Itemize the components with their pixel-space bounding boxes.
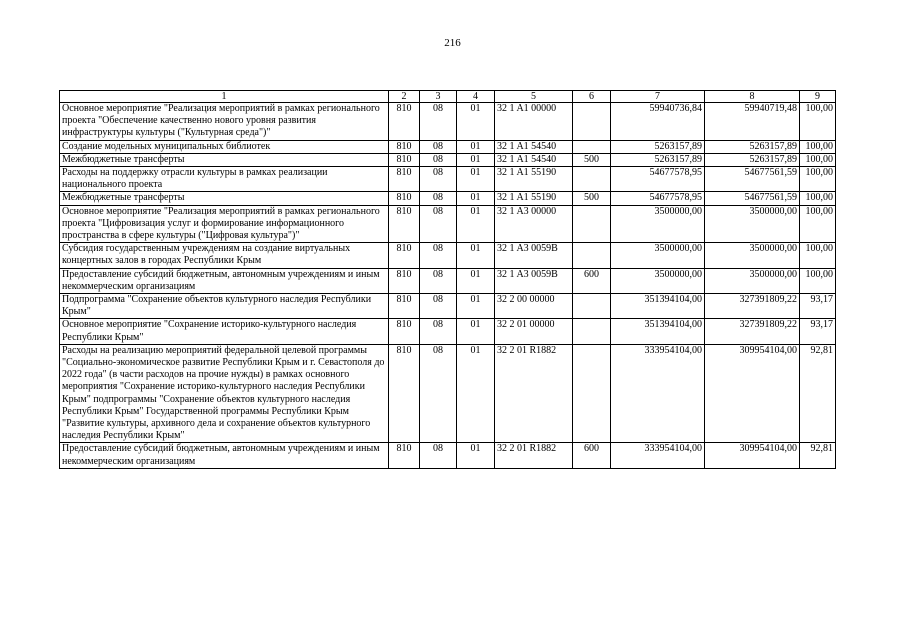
code-section-cell: 08: [420, 153, 457, 166]
code-section-cell: 08: [420, 192, 457, 205]
header-cell: 4: [457, 91, 495, 103]
table-row: [60, 205, 836, 243]
percent-executed-cell: 93,17: [800, 319, 836, 344]
code-section-cell: 08: [420, 140, 457, 153]
table-row: [60, 268, 836, 293]
row-name-cell: Предоставление субсидий бюджетным, автономным учреждениям и иным некоммерческим организациям: [60, 268, 389, 293]
header-cell: 8: [705, 91, 800, 103]
code-subsection-cell: 01: [457, 140, 495, 153]
code-subsection-cell: 01: [457, 243, 495, 268]
code-subsection-cell: 01: [457, 344, 495, 443]
table-row: [60, 192, 836, 205]
code-admin-cell: 810: [389, 140, 420, 153]
code-section-cell: 08: [420, 268, 457, 293]
row-name-cell: Основное мероприятие "Сохранение историко-культурного наследия Республики Крым": [60, 319, 389, 344]
code-section-cell: 08: [420, 167, 457, 192]
code-expense-type-cell: 500: [573, 192, 611, 205]
row-name-cell: Основное мероприятие "Реализация мероприятий в рамках регионального проекта "Обеспечение качественно нового уровня развития инфраструктуры культуры ("Культурная среда")": [60, 103, 389, 141]
amount-planned-cell: 3500000,00: [611, 243, 705, 268]
code-admin-cell: 810: [389, 103, 420, 141]
table-row: [60, 344, 836, 443]
code-expense-type-cell: [573, 243, 611, 268]
code-target-cell: 32 2 01 R1882: [495, 443, 573, 468]
percent-executed-cell: 92,81: [800, 344, 836, 443]
amount-executed-cell: 5263157,89: [705, 140, 800, 153]
code-admin-cell: 810: [389, 192, 420, 205]
header-cell: 6: [573, 91, 611, 103]
code-target-cell: 32 2 01 00000: [495, 319, 573, 344]
row-name-cell: Субсидия государственным учреждениям на создание виртуальных концертных залов в городах Республики Крым: [60, 243, 389, 268]
code-target-cell: 32 1 A3 0059B: [495, 268, 573, 293]
code-expense-type-cell: 500: [573, 153, 611, 166]
page-number: 216: [444, 37, 461, 49]
amount-planned-cell: 351394104,00: [611, 319, 705, 344]
table-row: [60, 294, 836, 319]
percent-executed-cell: 100,00: [800, 167, 836, 192]
code-admin-cell: 810: [389, 153, 420, 166]
code-admin-cell: 810: [389, 243, 420, 268]
code-subsection-cell: 01: [457, 294, 495, 319]
code-target-cell: 32 1 A1 55190: [495, 167, 573, 192]
code-admin-cell: 810: [389, 205, 420, 243]
code-admin-cell: 810: [389, 268, 420, 293]
code-section-cell: 08: [420, 205, 457, 243]
amount-executed-cell: 59940719,48: [705, 103, 800, 141]
budget-table: [59, 90, 836, 469]
table-body: [60, 103, 836, 469]
code-target-cell: 32 1 A1 55190: [495, 192, 573, 205]
amount-planned-cell: 333954104,00: [611, 443, 705, 468]
code-section-cell: 08: [420, 103, 457, 141]
amount-planned-cell: 54677578,95: [611, 167, 705, 192]
table-row: [60, 319, 836, 344]
code-admin-cell: 810: [389, 443, 420, 468]
amount-planned-cell: 351394104,00: [611, 294, 705, 319]
code-target-cell: 32 2 01 R1882: [495, 344, 573, 443]
header-cell: 2: [389, 91, 420, 103]
code-expense-type-cell: 600: [573, 268, 611, 293]
row-name-cell: Расходы на поддержку отрасли культуры в рамках реализации национального проекта: [60, 167, 389, 192]
table-row: [60, 103, 836, 141]
code-target-cell: 32 1 A1 54540: [495, 140, 573, 153]
percent-executed-cell: 100,00: [800, 140, 836, 153]
amount-executed-cell: 309954104,00: [705, 443, 800, 468]
amount-planned-cell: 54677578,95: [611, 192, 705, 205]
row-name-cell: Создание модельных муниципальных библиотек: [60, 140, 389, 153]
code-expense-type-cell: [573, 167, 611, 192]
code-expense-type-cell: [573, 140, 611, 153]
code-subsection-cell: 01: [457, 167, 495, 192]
code-subsection-cell: 01: [457, 443, 495, 468]
code-target-cell: 32 1 A3 00000: [495, 205, 573, 243]
amount-executed-cell: 309954104,00: [705, 344, 800, 443]
percent-executed-cell: 100,00: [800, 243, 836, 268]
code-subsection-cell: 01: [457, 153, 495, 166]
code-expense-type-cell: [573, 205, 611, 243]
code-expense-type-cell: [573, 103, 611, 141]
header-cell: 1: [60, 91, 389, 103]
amount-executed-cell: 327391809,22: [705, 294, 800, 319]
code-section-cell: 08: [420, 243, 457, 268]
percent-executed-cell: 100,00: [800, 153, 836, 166]
code-section-cell: 08: [420, 294, 457, 319]
amount-executed-cell: 3500000,00: [705, 243, 800, 268]
header-row: [60, 91, 836, 103]
header-cell: 9: [800, 91, 836, 103]
code-subsection-cell: 01: [457, 268, 495, 293]
table-row: [60, 167, 836, 192]
amount-planned-cell: 5263157,89: [611, 140, 705, 153]
row-name-cell: Основное мероприятие "Реализация мероприятий в рамках регионального проекта "Цифровизация услуг и формирование информационного пространства в сфере культуры ("Цифровая культура")": [60, 205, 389, 243]
code-target-cell: 32 1 A1 00000: [495, 103, 573, 141]
percent-executed-cell: 93,17: [800, 294, 836, 319]
amount-planned-cell: 3500000,00: [611, 268, 705, 293]
header-cell: 5: [495, 91, 573, 103]
table-row: [60, 140, 836, 153]
header-cell: 7: [611, 91, 705, 103]
row-name-cell: Межбюджетные трансферты: [60, 192, 389, 205]
amount-planned-cell: 333954104,00: [611, 344, 705, 443]
percent-executed-cell: 100,00: [800, 103, 836, 141]
amount-executed-cell: 5263157,89: [705, 153, 800, 166]
amount-executed-cell: 54677561,59: [705, 167, 800, 192]
code-section-cell: 08: [420, 344, 457, 443]
percent-executed-cell: 100,00: [800, 192, 836, 205]
code-admin-cell: 810: [389, 344, 420, 443]
row-name-cell: Предоставление субсидий бюджетным, автономным учреждениям и иным некоммерческим организациям: [60, 443, 389, 468]
code-admin-cell: 810: [389, 167, 420, 192]
table-row: [60, 243, 836, 268]
code-expense-type-cell: [573, 319, 611, 344]
code-subsection-cell: 01: [457, 192, 495, 205]
code-expense-type-cell: [573, 294, 611, 319]
amount-planned-cell: 59940736,84: [611, 103, 705, 141]
code-section-cell: 08: [420, 443, 457, 468]
header-cell: 3: [420, 91, 457, 103]
amount-executed-cell: 3500000,00: [705, 268, 800, 293]
row-name-cell: Межбюджетные трансферты: [60, 153, 389, 166]
code-expense-type-cell: 600: [573, 443, 611, 468]
row-name-cell: Расходы на реализацию мероприятий федеральной целевой программы "Социально-экономическое развитие Республики Крым и г. Севастополя до 2022 года" (в части расходов на прочие нужды) в рамках основного мероприятия "Сохранение историко-культурного наследия Республики Крым" подпрограммы "Сохранение объектов культурного наследия Республики Крым" Государственной программы Республики Крым "Развитие культуры, архивного дела и сохранение объектов культурного наследия Республики Крым": [60, 344, 389, 443]
amount-executed-cell: 3500000,00: [705, 205, 800, 243]
code-section-cell: 08: [420, 319, 457, 344]
percent-executed-cell: 100,00: [800, 205, 836, 243]
code-target-cell: 32 1 A3 0059B: [495, 243, 573, 268]
amount-executed-cell: 54677561,59: [705, 192, 800, 205]
row-name-cell: Подпрограмма "Сохранение объектов культурного наследия Республики Крым": [60, 294, 389, 319]
code-subsection-cell: 01: [457, 205, 495, 243]
code-admin-cell: 810: [389, 319, 420, 344]
code-target-cell: 32 1 A1 54540: [495, 153, 573, 166]
code-admin-cell: 810: [389, 294, 420, 319]
amount-executed-cell: 327391809,22: [705, 319, 800, 344]
percent-executed-cell: 100,00: [800, 268, 836, 293]
code-subsection-cell: 01: [457, 103, 495, 141]
code-target-cell: 32 2 00 00000: [495, 294, 573, 319]
table-row: [60, 153, 836, 166]
code-expense-type-cell: [573, 344, 611, 443]
amount-planned-cell: 3500000,00: [611, 205, 705, 243]
table-row: [60, 443, 836, 468]
amount-planned-cell: 5263157,89: [611, 153, 705, 166]
percent-executed-cell: 92,81: [800, 443, 836, 468]
code-subsection-cell: 01: [457, 319, 495, 344]
